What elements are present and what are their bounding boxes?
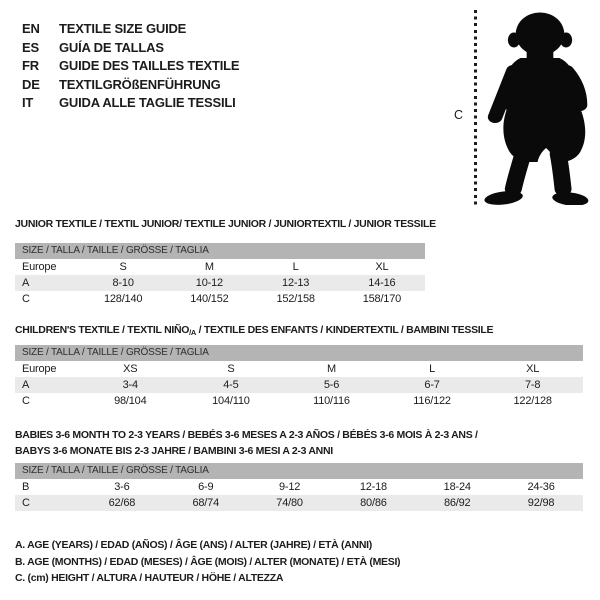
row-label: A xyxy=(22,277,30,289)
table-cell: 10-12 xyxy=(195,277,223,289)
row-label: C xyxy=(22,293,30,305)
language-code: IT xyxy=(22,95,34,110)
table-cell: M xyxy=(327,363,336,375)
table-row xyxy=(15,275,425,291)
children-size-table xyxy=(15,345,583,409)
table-cell: 68/74 xyxy=(192,497,219,509)
row-label: C xyxy=(22,395,30,407)
table-cell: 8-10 xyxy=(112,277,134,289)
table-cell: 3-4 xyxy=(122,379,138,391)
table-cell: 4-5 xyxy=(223,379,239,391)
language-code: ES xyxy=(22,39,39,55)
table-row xyxy=(15,377,583,393)
table-cell: M xyxy=(204,261,214,273)
table-row xyxy=(15,479,583,495)
language-label: GUIDE DES TAILLES TEXTILE xyxy=(59,58,240,73)
table-cell: 92/98 xyxy=(527,497,555,509)
table-cell: XL xyxy=(526,363,540,375)
children-title-subscript: /A xyxy=(189,328,197,337)
babies-title-line2: BABYS 3-6 MONATE BIS 2-3 JAHRE / BAMBINI 3-6 MESI A 2-3 ANNI xyxy=(15,445,333,457)
table-cell: 128/140 xyxy=(103,293,143,305)
row-label: C xyxy=(22,497,30,509)
language-code: EN xyxy=(22,21,40,36)
table-cell: XS xyxy=(123,363,138,375)
table-cell: 24-36 xyxy=(527,481,555,493)
table-cell: 5-6 xyxy=(323,379,340,391)
row-label: Europe xyxy=(22,363,57,375)
row-label: A xyxy=(22,379,30,391)
row-label: Europe xyxy=(22,261,57,273)
language-code: FR xyxy=(22,58,39,73)
table-cell: 12-13 xyxy=(282,277,310,289)
table-cell: 3-6 xyxy=(114,481,130,493)
language-row-fr xyxy=(22,57,239,76)
table-cell: 12-18 xyxy=(359,481,387,493)
children-title-text: / TEXTILE DES ENFANTS / KINDERTEXTIL / BAMBINI TESSILE xyxy=(196,324,494,336)
height-measure-dotted-line xyxy=(474,10,477,206)
size-header-bar: SIZE / TALLA / TAILLE / GRÖSSE / TAGLIA xyxy=(15,463,583,479)
junior-section-title: JUNIOR TEXTILE / TEXTIL JUNIOR/ TEXTILE JUNIOR / JUNIORTEXTIL / JUNIOR TESSILE xyxy=(15,218,436,230)
footnote-c: C. (cm) HEIGHT / ALTURA / HAUTEUR / HÖHE / ALTEZZA xyxy=(15,572,284,584)
table-cell: 74/80 xyxy=(276,497,303,509)
table-cell: XL xyxy=(375,261,389,273)
table-cell: 18-24 xyxy=(443,481,471,493)
table-cell: 110/116 xyxy=(313,395,350,407)
footnote-a: A. AGE (YEARS) / EDAD (AÑOS) / ÂGE (ANS) / ALTER (JAHRE) / ETÀ (ANNI) xyxy=(15,539,372,551)
table-cell: 104/110 xyxy=(212,395,250,407)
table-cell: 7-8 xyxy=(525,379,541,391)
table-cell: 98/104 xyxy=(114,395,147,407)
table-row xyxy=(15,291,425,307)
table-cell: 6-9 xyxy=(198,481,214,493)
children-section-title xyxy=(15,324,493,337)
table-row xyxy=(15,259,425,275)
language-list xyxy=(22,20,239,113)
language-label: GUÍA DE TALLAS xyxy=(59,39,164,55)
babies-size-table xyxy=(15,463,583,511)
footnotes xyxy=(15,537,400,587)
table-row xyxy=(15,495,583,511)
language-label: TEXTILGRÖßENFÜHRUNG xyxy=(59,76,221,92)
table-cell: 62/68 xyxy=(108,497,136,509)
junior-size-table xyxy=(15,243,425,307)
table-cell: 14-16 xyxy=(368,277,396,289)
table-cell: 6-7 xyxy=(424,379,440,391)
table-cell: 86/92 xyxy=(443,497,471,509)
language-label: GUIDA ALLE TAGLIE TESSILI xyxy=(59,95,236,110)
table-cell: S xyxy=(227,363,235,375)
babies-section-title xyxy=(15,427,478,459)
size-header-bar: SIZE / TALLA / TAILLE / GRÖSSE / TAGLIA xyxy=(15,345,583,361)
language-row-it xyxy=(22,94,239,113)
table-cell: L xyxy=(292,261,299,273)
size-header-bar: SIZE / TALLA / TAILLE / GRÖSSE / TAGLIA xyxy=(15,243,425,259)
language-label: TEXTILE SIZE GUIDE xyxy=(59,21,187,36)
table-cell: 116/122 xyxy=(413,395,451,407)
table-cell: S xyxy=(119,261,127,273)
table-cell: 122/128 xyxy=(513,395,552,407)
language-row-es xyxy=(22,39,239,58)
table-cell: 9-12 xyxy=(278,481,301,493)
height-measure-label: C xyxy=(454,108,464,122)
table-cell: 80/86 xyxy=(360,497,387,509)
table-row xyxy=(15,393,583,409)
table-cell: 152/158 xyxy=(276,293,315,305)
babies-title-line1: BABIES 3-6 MONTH TO 2-3 YEARS / BEBÉS 3-6 MESES A 2-3 AÑOS / BÉBÉS 3-6 MOIS À 2-3 ANS / xyxy=(15,429,478,441)
table-cell: 158/170 xyxy=(362,293,402,305)
children-title-text: CHILDREN'S TEXTILE / TEXTIL NIÑO xyxy=(15,324,190,336)
table-cell: L xyxy=(429,363,436,375)
table-cell: 140/152 xyxy=(190,293,229,305)
language-row-en xyxy=(22,20,239,39)
language-row-de xyxy=(22,76,239,95)
footnote-b: B. AGE (MONTHS) / EDAD (MESES) / ÂGE (MOIS) / ALTER (MONATE) / ETÀ (MESI) xyxy=(15,555,401,568)
row-label: B xyxy=(22,481,30,493)
toddler-silhouette-icon xyxy=(483,12,597,205)
table-row xyxy=(15,361,583,377)
language-code: DE xyxy=(22,76,40,92)
